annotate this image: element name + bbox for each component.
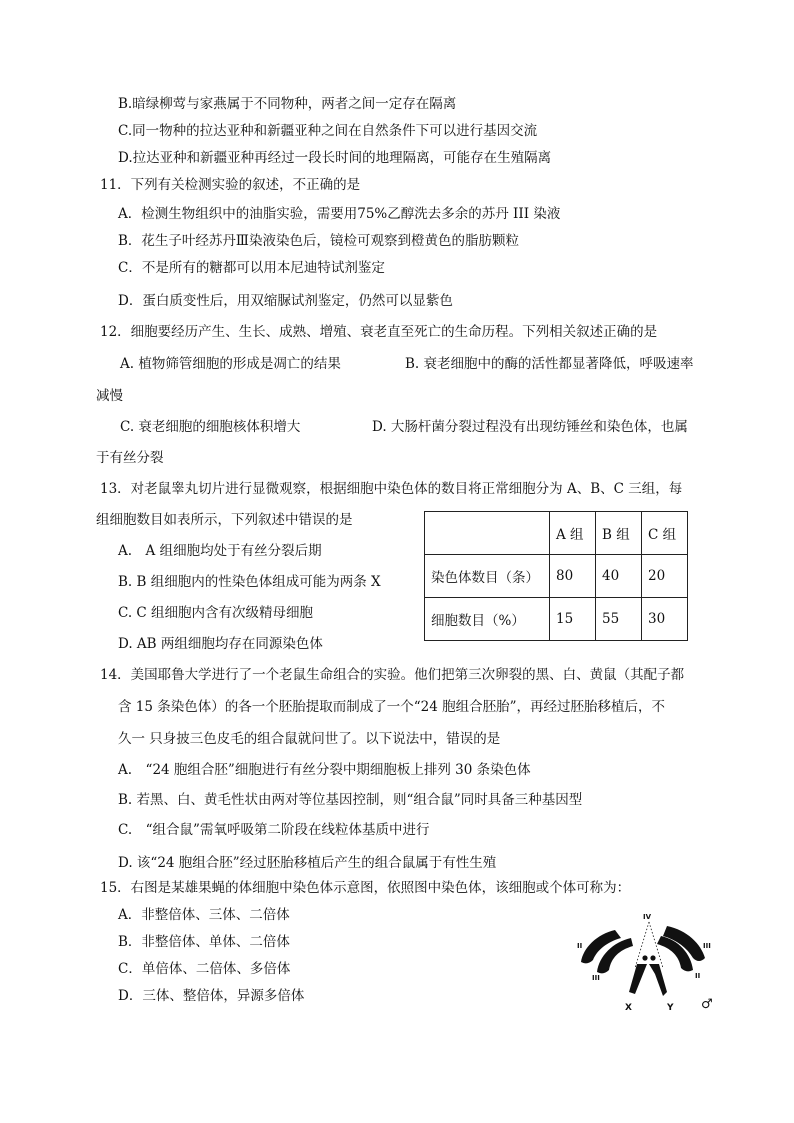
q11-option-c: C．不是所有的糖都可以用本尼迪特试剂鉴定 [118, 260, 385, 276]
chromosome-iv-dot [650, 955, 655, 960]
table-header-cell: A 组 [550, 512, 596, 555]
chromosome-diagram [575, 908, 725, 1018]
label-iv: IV [643, 913, 652, 921]
table-cell: 30 [642, 598, 688, 641]
q12-option-c: C. 衰老细胞的细胞核体积增大 [120, 419, 301, 435]
q11-stem: 11．下列有关检测实验的叙述，不正确的是 [100, 177, 361, 193]
table-cell: 40 [596, 555, 642, 598]
q14-stem-line2: 含 15 条染色体）的各一个胚胎提取而制成了一个“24 胞组合胚胎”，再经过胚胎移植后，不 [118, 699, 666, 715]
q11-option-d: D．蛋白质变性后，用双缩脲试剂鉴定，仍然可以显紫色 [118, 293, 453, 309]
centromere-mark [687, 966, 691, 968]
q10-option-d: D.拉达亚种和新疆亚种再经过一段长时间的地理隔离，可能存在生殖隔离 [118, 150, 552, 166]
q14-option-c: C. “组合鼠”需氧呼吸第二阶段在线粒体基质中进行 [118, 822, 430, 838]
q15-option-a: A．非整倍体、三体、二倍体 [118, 907, 290, 923]
q14-option-d: D. 该“24 胞组合胚”经过胚胎移植后产生的组合鼠属于有性生殖 [118, 855, 497, 871]
q12-stem: 12．细胞要经历产生、生长、成熟、增殖、衰老直至死亡的生命历程。下列相关叙述正确的是 [100, 324, 658, 340]
q11-option-a: A．检测生物组织中的油脂实验，需要用75%乙醇洗去多余的苏丹 III 染液 [118, 206, 561, 222]
chromosome-y [649, 964, 667, 996]
q12-option-b-cont: 减慢 [96, 388, 123, 404]
table-cell: 55 [596, 598, 642, 641]
table-cell: 细胞数目（%） [425, 598, 550, 641]
q13-option-a: A. A 组细胞均处于有丝分裂后期 [118, 543, 322, 559]
q12-option-d-cont: 于有丝分裂 [96, 450, 164, 466]
q14-stem-line3: 久一 只身披三色皮毛的组合鼠就问世了。以下说法中，错误的是 [118, 731, 501, 747]
q12-option-b: B. 衰老细胞中的酶的活性都显著降低，呼吸速率 [405, 356, 694, 372]
q10-option-c: C.同一物种的拉达亚种和新疆亚种之间在自然条件下可以进行基因交流 [118, 123, 538, 139]
q14-option-b: B. 若黑、白、黄毛性状由两对等位基因控制，则“组合鼠”同时具备三种基因型 [118, 792, 583, 808]
table-row [425, 598, 688, 641]
q15-stem: 15．右图是某雄果蝇的体细胞中染色体示意图，依照图中染色体，该细胞或个体可称为： [100, 880, 631, 896]
male-symbol-icon: ♂ [701, 997, 713, 1012]
table-header-cell [425, 512, 550, 555]
table-row [425, 555, 688, 598]
label-iii-right: III [703, 942, 711, 950]
chromosome-x [629, 964, 647, 994]
q12-option-d: D. 大肠杆菌分裂过程没有出现纺锤丝和染色体，也属 [372, 419, 688, 435]
label-x: X [625, 1003, 632, 1013]
q14-option-a: A. “24 胞组合胚”细胞进行有丝分裂中期细胞板上排列 30 条染色体 [118, 762, 531, 778]
q13-option-c: C. C 组细胞内含有次级精母细胞 [118, 605, 314, 621]
q12-option-a: A. 植物筛管细胞的形成是凋亡的结果 [120, 356, 341, 372]
q15-option-b: B．非整倍体、单体、二倍体 [118, 934, 290, 950]
q14-stem-line1: 14．美国耶鲁大学进行了一个老鼠生命组合的实验。他们把第三次卵裂的黑、白、黄鼠（其配子都 [100, 667, 685, 683]
table-cell: 染色体数目（条） [425, 555, 550, 598]
table-cell: 15 [550, 598, 596, 641]
q13-stem-line1: 13．对老鼠睾丸切片进行显微观察，根据细胞中染色体的数目将正常细胞分为 A、B、C 三组，每 [100, 481, 683, 497]
q15-option-c: C．单倍体、二倍体、多倍体 [118, 961, 291, 977]
table-header-row [425, 512, 688, 555]
chromosome-iv-dot [642, 955, 647, 960]
centromere-mark [599, 966, 603, 968]
q13-option-b: B. B 组细胞内的性染色体组成可能为两条 X [118, 574, 381, 590]
table-cell: 20 [642, 555, 688, 598]
label-ii-right: II [695, 972, 701, 980]
table-cell: 80 [550, 555, 596, 598]
q13-stem-line2: 组细胞数目如表所示，下列叙述中错误的是 [96, 512, 353, 528]
q11-option-b: B．花生子叶经苏丹Ⅲ染液染色后，镜检可观察到橙黄色的脂肪颗粒 [118, 233, 519, 249]
q13-option-d: D. AB 两组细胞均存在同源染色体 [118, 636, 323, 652]
label-iii-left: III [592, 974, 600, 982]
q10-option-b: B.暗绿柳莺与家燕属于不同物种，两者之间一定存在隔离 [118, 96, 457, 112]
label-y: Y [667, 1003, 674, 1013]
q15-option-d: D．三体、整倍体，异源多倍体 [118, 988, 305, 1004]
table-header-cell: B 组 [596, 512, 642, 555]
table-header-cell: C 组 [642, 512, 688, 555]
q13-data-table [424, 511, 688, 641]
label-ii-left: II [577, 942, 583, 950]
spindle-line [635, 922, 649, 968]
